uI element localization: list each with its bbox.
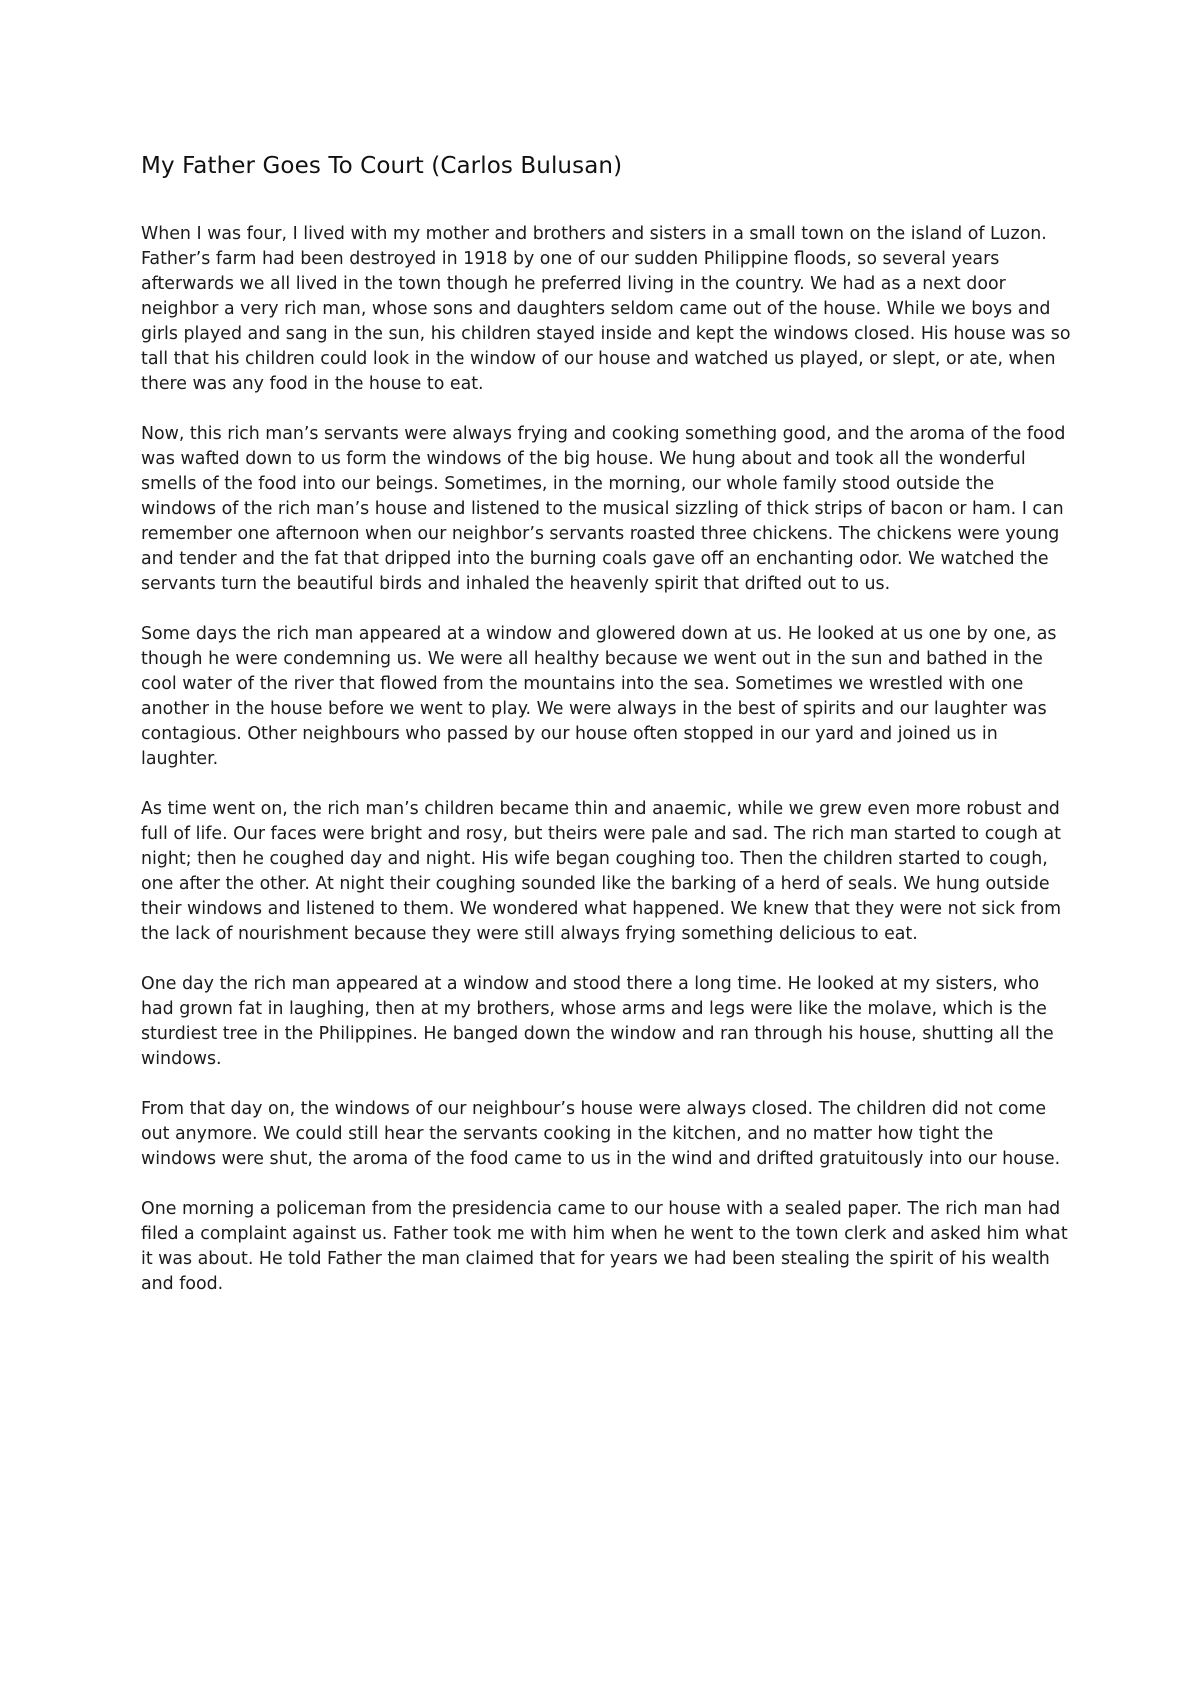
document-title: My Father Goes To Court (Carlos Bulusan) [141, 153, 623, 179]
paragraph-5: One day the rich man appeared at a window and stood there a long time. He looked at my sisters, who had grown fat in laughing, then at my brothers, whose arms and legs were like the molave, which is the sturdiest tree in the Philippines. He banged down the window and ran through his house, shutting all the windows. [141, 974, 1054, 1069]
paragraph-6: From that day on, the windows of our neighbour’s house were always closed. The children did not come out anymore. We could still hear the servants cooking in the kitchen, and no matter how tight the windows were shut, the aroma of the food came to us in the wind and drifted gratuitously into our house. [141, 1099, 1061, 1169]
paragraph-2: Now, this rich man’s servants were always frying and cooking something good, and the aroma of the food was wafted down to us form the windows of the big house. We hung about and took all the wonderful smells of the food into our beings. Sometimes, in the morning, our whole family stood outside the windows of the rich man’s house and listened to the musical sizzling of thick strips of bacon or ham. I can remember one afternoon when our neighbor’s servants roasted three chickens. The chickens were young and tender and the fat that dripped into the burning coals gave off an enchanting odor. We watched the servants turn the beautiful birds and inhaled the heavenly spirit that drifted out to us. [141, 424, 1066, 594]
paragraph-1: When I was four, I lived with my mother and brothers and sisters in a small town on the island of Luzon. Father’s farm had been destroyed in 1918 by one of our sudden Philippine floods, so several years afterwards we all lived in the town though he preferred living in the country. We had as a next door neighbor a very rich man, whose sons and daughters seldom came out of the house. While we boys and girls played and sang in the sun, his children stayed inside and kept the windows closed. His house was so tall that his children could look in the window of our house and watched us played, or slept, or ate, when there was any food in the house to eat. [141, 224, 1071, 394]
document-body [141, 150, 1071, 1322]
paragraph-7: One morning a policeman from the presidencia came to our house with a sealed paper. The rich man had filed a complaint against us. Father took me with him when he went to the town clerk and asked him what it was about. He told Father the man claimed that for years we had been stealing the spirit of his wealth and food. [141, 1199, 1068, 1294]
paragraph-3: Some days the rich man appeared at a window and glowered down at us. He looked at us one by one, as though he were condemning us. We were all healthy because we went out in the sun and bathed in the cool water of the river that flowed from the mountains into the sea. Sometimes we wrestled with one another in the house before we went to play. We were always in the best of spirits and our laughter was contagious. Other neighbours who passed by our house often stopped in our yard and joined us in laughter. [141, 624, 1057, 769]
paragraph-4: As time went on, the rich man’s children became thin and anaemic, while we grew even more robust and full of life. Our faces were bright and rosy, but theirs were pale and sad. The rich man started to cough at night; then he coughed day and night. His wife began coughing too. Then the children started to cough, one after the other. At night their coughing sounded like the barking of a herd of seals. We hung outside their windows and listened to them. We wondered what happened. We knew that they were not sick from the lack of nourishment because they were still always frying something delicious to eat. [141, 799, 1062, 944]
